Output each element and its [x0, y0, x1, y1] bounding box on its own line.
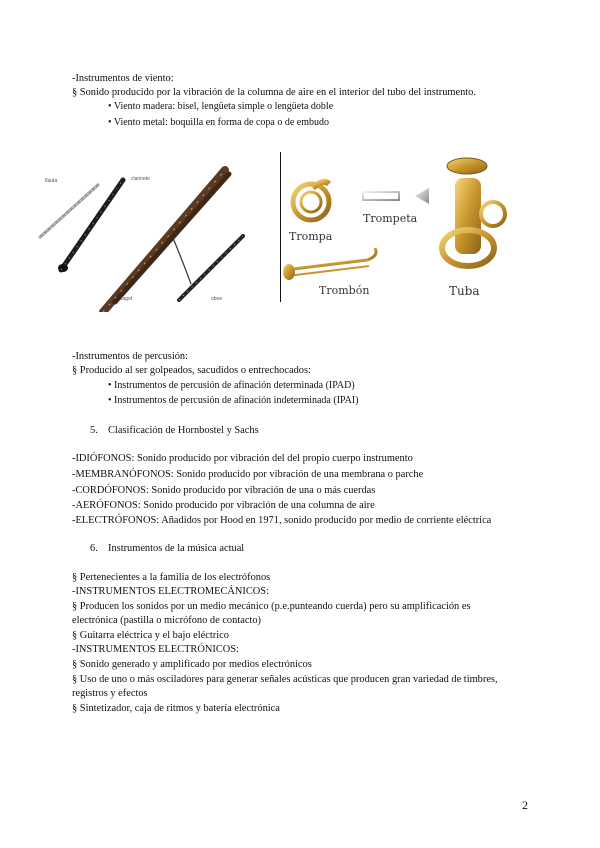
wind-bullet-wood: • Viento madera: bisel, lengüeta simple o lengüeta doble	[108, 101, 334, 112]
page-number: 2	[522, 798, 528, 812]
percussion-description: § Producido al ser golpeados, sacudidos o entrechocados:	[72, 365, 311, 376]
hs-item-cordofonos: -CORDÓFONOS: Sonido producido por vibración de una o más cuerdas	[72, 485, 376, 496]
section-5-title: Clasificación de Hornbostel y Sachs	[108, 425, 259, 436]
s6-line: -INSTRUMENTOS ELECTRÓNICOS:	[72, 644, 239, 655]
section-6-number: 6.	[90, 543, 98, 554]
horn-drawing	[293, 182, 329, 220]
label-trompeta: Trompeta	[363, 212, 418, 225]
label-fagot: fagot	[121, 296, 133, 302]
trombone-drawing	[283, 248, 376, 280]
s6-line: § Uso de uno o más osciladores para generar señales acústicas que producen gran variedad de timbres,	[72, 674, 498, 685]
label-flauta: flauta	[45, 178, 58, 184]
s6-line: § Pertenecientes a la familia de los electrófonos	[72, 572, 271, 583]
brass-instruments-image	[283, 152, 511, 304]
label-clarinete: clarinete	[131, 176, 150, 182]
s6-line: registros y efectos	[72, 688, 148, 699]
hs-item-aerofonos: -AERÓFONOS: Sonido producido por vibración de una columna de aire	[72, 500, 375, 511]
wind-description: § Sonido producido por la vibración de la columna de aire en el interior del tubo del instrumento.	[72, 87, 476, 98]
trumpet-drawing	[355, 188, 429, 204]
s6-line: § Sintetizador, caja de ritmos y batería electrónica	[72, 703, 280, 714]
label-tuba: Tuba	[449, 284, 480, 298]
tuba-drawing	[442, 158, 505, 266]
s6-line: -INSTRUMENTOS ELECTROMECÁNICOS:	[72, 586, 269, 597]
hs-item-electrofonos: -ELECTRÓFONOS: Añadidos por Hood en 1971, sonido producido por medio de corriente eléctrica	[72, 515, 492, 526]
s6-line: § Producen los sonidos por un medio mecánico (p.e.punteando cuerda) pero su amplificación es	[72, 601, 471, 612]
wind-heading: -Instrumentos de viento:	[72, 73, 174, 84]
oboe-drawing	[179, 236, 243, 300]
figure-divider	[280, 152, 281, 302]
label-trombon: Trombón	[319, 284, 370, 297]
percussion-bullet-ipai: • Instrumentos de percusión de afinación indeterminada (IPAI)	[108, 395, 359, 406]
label-oboe: oboe	[211, 296, 223, 302]
hs-item-idiofonos: -IDIÓFONOS: Sonido producido por vibración del del propio cuerpo instrumento	[72, 453, 413, 464]
s6-line: § Sonido generado y amplificado por medios electrónicos	[72, 659, 312, 670]
section-6-title: Instrumentos de la música actual	[108, 543, 245, 554]
section-5-number: 5.	[90, 425, 98, 436]
clarinet-drawing	[61, 180, 123, 270]
wind-bullet-metal: • Viento metal: boquilla en forma de copa o de embudo	[108, 117, 329, 128]
label-trompa: Trompa	[289, 230, 333, 243]
percussion-bullet-ipad: • Instrumentos de percusión de afinación determinada (IPAD)	[108, 380, 355, 391]
s6-line: § Guitarra eléctrica y el bajo eléctrico	[72, 630, 229, 641]
percussion-heading: -Instrumentos de percusión:	[72, 351, 189, 362]
hs-item-membranofonos: -MEMBRANÓFONOS: Sonido producido por vibración de una membrana o parche	[72, 469, 424, 480]
s6-line: electrónica (pastilla o micrófono de contacto)	[72, 615, 261, 626]
woodwind-instruments-image	[33, 152, 251, 312]
